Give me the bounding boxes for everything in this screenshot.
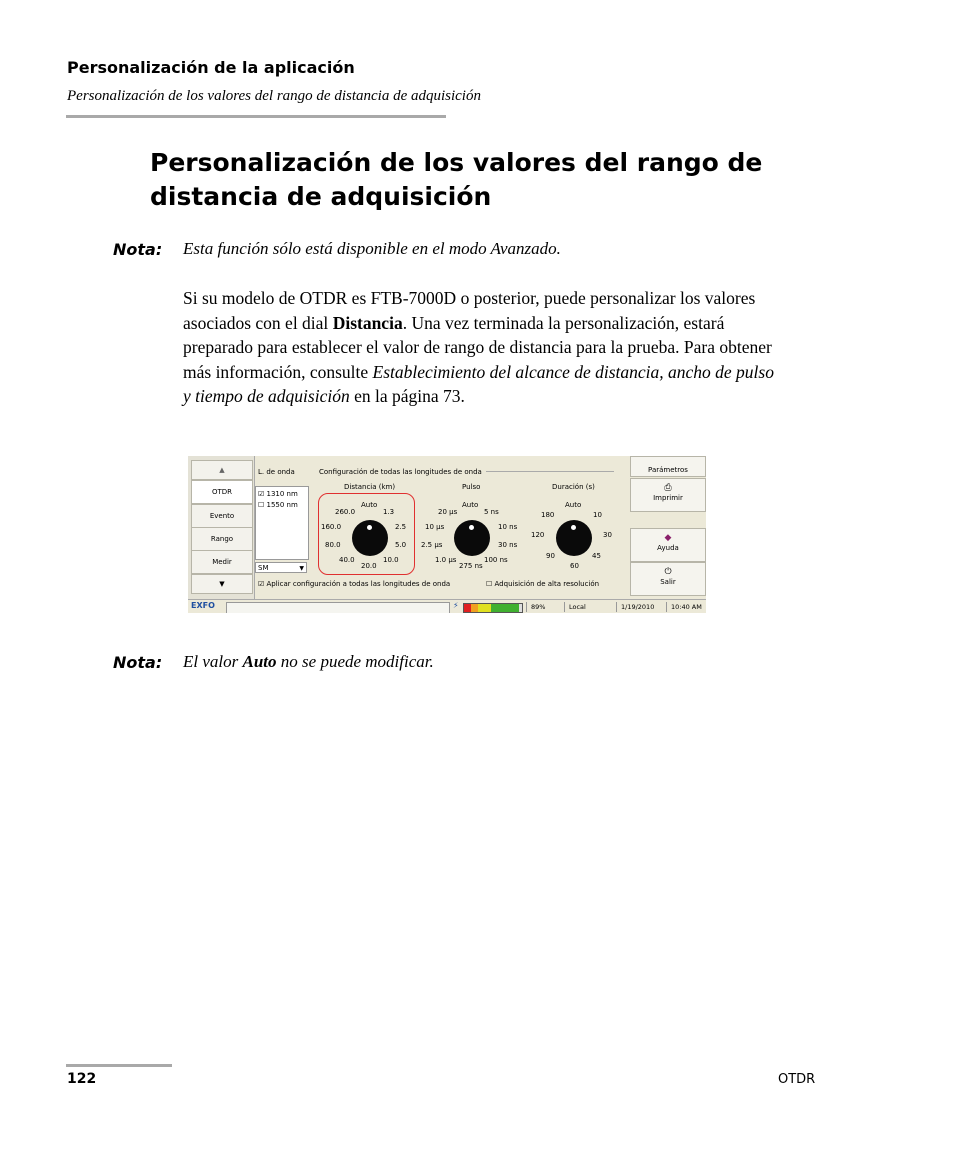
dial-tick: 5 ns <box>484 508 499 516</box>
status-message-field <box>226 602 450 613</box>
dial-tick: 10 <box>593 511 602 519</box>
dial-tick: 60 <box>570 562 579 570</box>
paragraph-text: en la página 73. <box>349 386 465 407</box>
note-text: Esta función sólo está disponible en el modo Avanzado. <box>183 239 561 258</box>
power-icon: ⏻ <box>664 567 672 577</box>
auto-term: Auto <box>242 652 277 671</box>
dial-tick: 120 <box>531 531 545 539</box>
pulse-dial[interactable] <box>454 520 490 556</box>
status-bar <box>188 599 706 613</box>
page-number: 122 <box>67 1071 97 1087</box>
footer-divider <box>66 1064 172 1067</box>
paragraph-text: Si su modelo de OTDR es FTB-7000D o posterior, puede personalizar los valores asociados con el dial <box>183 288 756 333</box>
chevron-down-icon: ▼ <box>299 565 304 572</box>
duration-dial-label: Duración (s) <box>552 483 595 491</box>
nav-up-button[interactable]: ▲ <box>191 460 253 480</box>
dial-tick: 180 <box>541 511 555 519</box>
wavelength-1310[interactable]: ☑ 1310 nm <box>258 490 298 498</box>
nav-item-evento[interactable]: Evento <box>191 504 253 528</box>
nav-item-medir[interactable]: Medir <box>191 550 253 574</box>
help-book-icon: ◆ <box>664 533 672 543</box>
dial-tick: 10 ns <box>498 523 518 531</box>
high-res-checkbox[interactable]: ☐ Adquisición de alta resolución <box>486 580 600 588</box>
pulse-dial-label: Pulso <box>462 483 481 491</box>
dial-tick: 10 µs <box>425 523 445 531</box>
config-group-title: Configuración de todas las longitudes de onda <box>319 468 482 476</box>
printer-icon: ⎙ <box>664 483 672 493</box>
dial-tick: 30 <box>603 531 612 539</box>
product-name: OTDR <box>778 1072 816 1087</box>
nav-down-button[interactable]: ▼ <box>191 574 253 594</box>
distance-dial-term: Distancia <box>332 312 403 333</box>
distance-dial-label: Distancia (km) <box>344 483 396 491</box>
dial-tick: 20 µs <box>438 508 458 516</box>
note-text: El valor Auto no se puede modificar. <box>183 652 434 671</box>
exit-button[interactable]: ⏻ Salir <box>630 562 706 596</box>
nav-item-otdr[interactable]: OTDR <box>191 480 253 504</box>
dial-tick: 2.5 µs <box>421 541 443 549</box>
dial-tick: Auto <box>462 501 479 509</box>
dial-tick: 80.0 <box>325 541 341 549</box>
page-title: Personalización de los valores del rango de distancia de adquisición <box>150 148 763 211</box>
dial-tick: 1.0 µs <box>435 556 457 564</box>
dial-tick: 40.0 <box>339 556 355 564</box>
note-label: Nota: <box>113 240 163 259</box>
dial-tick: Auto <box>361 501 378 509</box>
distance-dial[interactable] <box>352 520 388 556</box>
dial-tick: 10.0 <box>383 556 399 564</box>
group-divider <box>486 471 614 472</box>
wavelength-1550[interactable]: ☐ 1550 nm <box>258 501 298 509</box>
dial-tick: 2.5 <box>395 523 407 531</box>
dial-tick: 20.0 <box>361 562 377 570</box>
duration-dial[interactable] <box>556 520 592 556</box>
dial-tick: 160.0 <box>321 523 342 531</box>
body-paragraph <box>183 286 783 409</box>
status-date: 1/19/2010 <box>616 602 661 612</box>
apply-all-checkbox[interactable]: ☑ Aplicar configuración a todas las longitudes de onda <box>258 580 451 588</box>
dial-tick: 30 ns <box>498 541 518 549</box>
paragraph-text: . Una vez terminada la personalización, estará preparado para establecer el valor de rango de distancia para la prueba. Para obtener más información, consulte <box>183 312 772 382</box>
status-time: 10:40 AM <box>666 602 706 612</box>
running-header-section: Personalización de la aplicación <box>67 58 355 77</box>
header-divider <box>66 115 446 118</box>
battery-gauge <box>463 603 523 613</box>
print-button[interactable]: ⎙ Imprimir <box>630 478 706 512</box>
mode-indicator: Local <box>564 602 609 612</box>
help-button[interactable]: ◆ Ayuda <box>630 528 706 562</box>
note-label: Nota: <box>113 653 163 672</box>
fiber-type-select[interactable]: SM ▼ <box>255 562 307 573</box>
dial-tick: Auto <box>565 501 582 509</box>
dial-tick: 100 ns <box>484 556 508 564</box>
running-header-subsection: Personalización de los valores del rango de distancia de adquisición <box>67 88 481 104</box>
battery-percent: 89% <box>526 602 545 612</box>
app-screenshot <box>188 456 706 613</box>
wavelength-label: L. de onda <box>258 468 295 476</box>
dial-tick: 5.0 <box>395 541 407 549</box>
nav-item-rango[interactable]: Rango <box>191 527 253 551</box>
cross-reference[interactable]: Establecimiento del alcance de distancia, ancho de pulso y tiempo de adquisición <box>183 361 774 407</box>
plug-icon: ⚡ <box>453 601 459 610</box>
dial-tick: 260.0 <box>335 508 356 516</box>
exfo-logo: EXFO <box>191 601 215 610</box>
dial-tick: 275 ns <box>459 562 483 570</box>
dial-tick: 1.3 <box>383 508 395 516</box>
parameters-button[interactable]: Parámetros <box>630 456 706 477</box>
dial-tick: 90 <box>546 552 555 560</box>
dial-tick: 45 <box>592 552 601 560</box>
